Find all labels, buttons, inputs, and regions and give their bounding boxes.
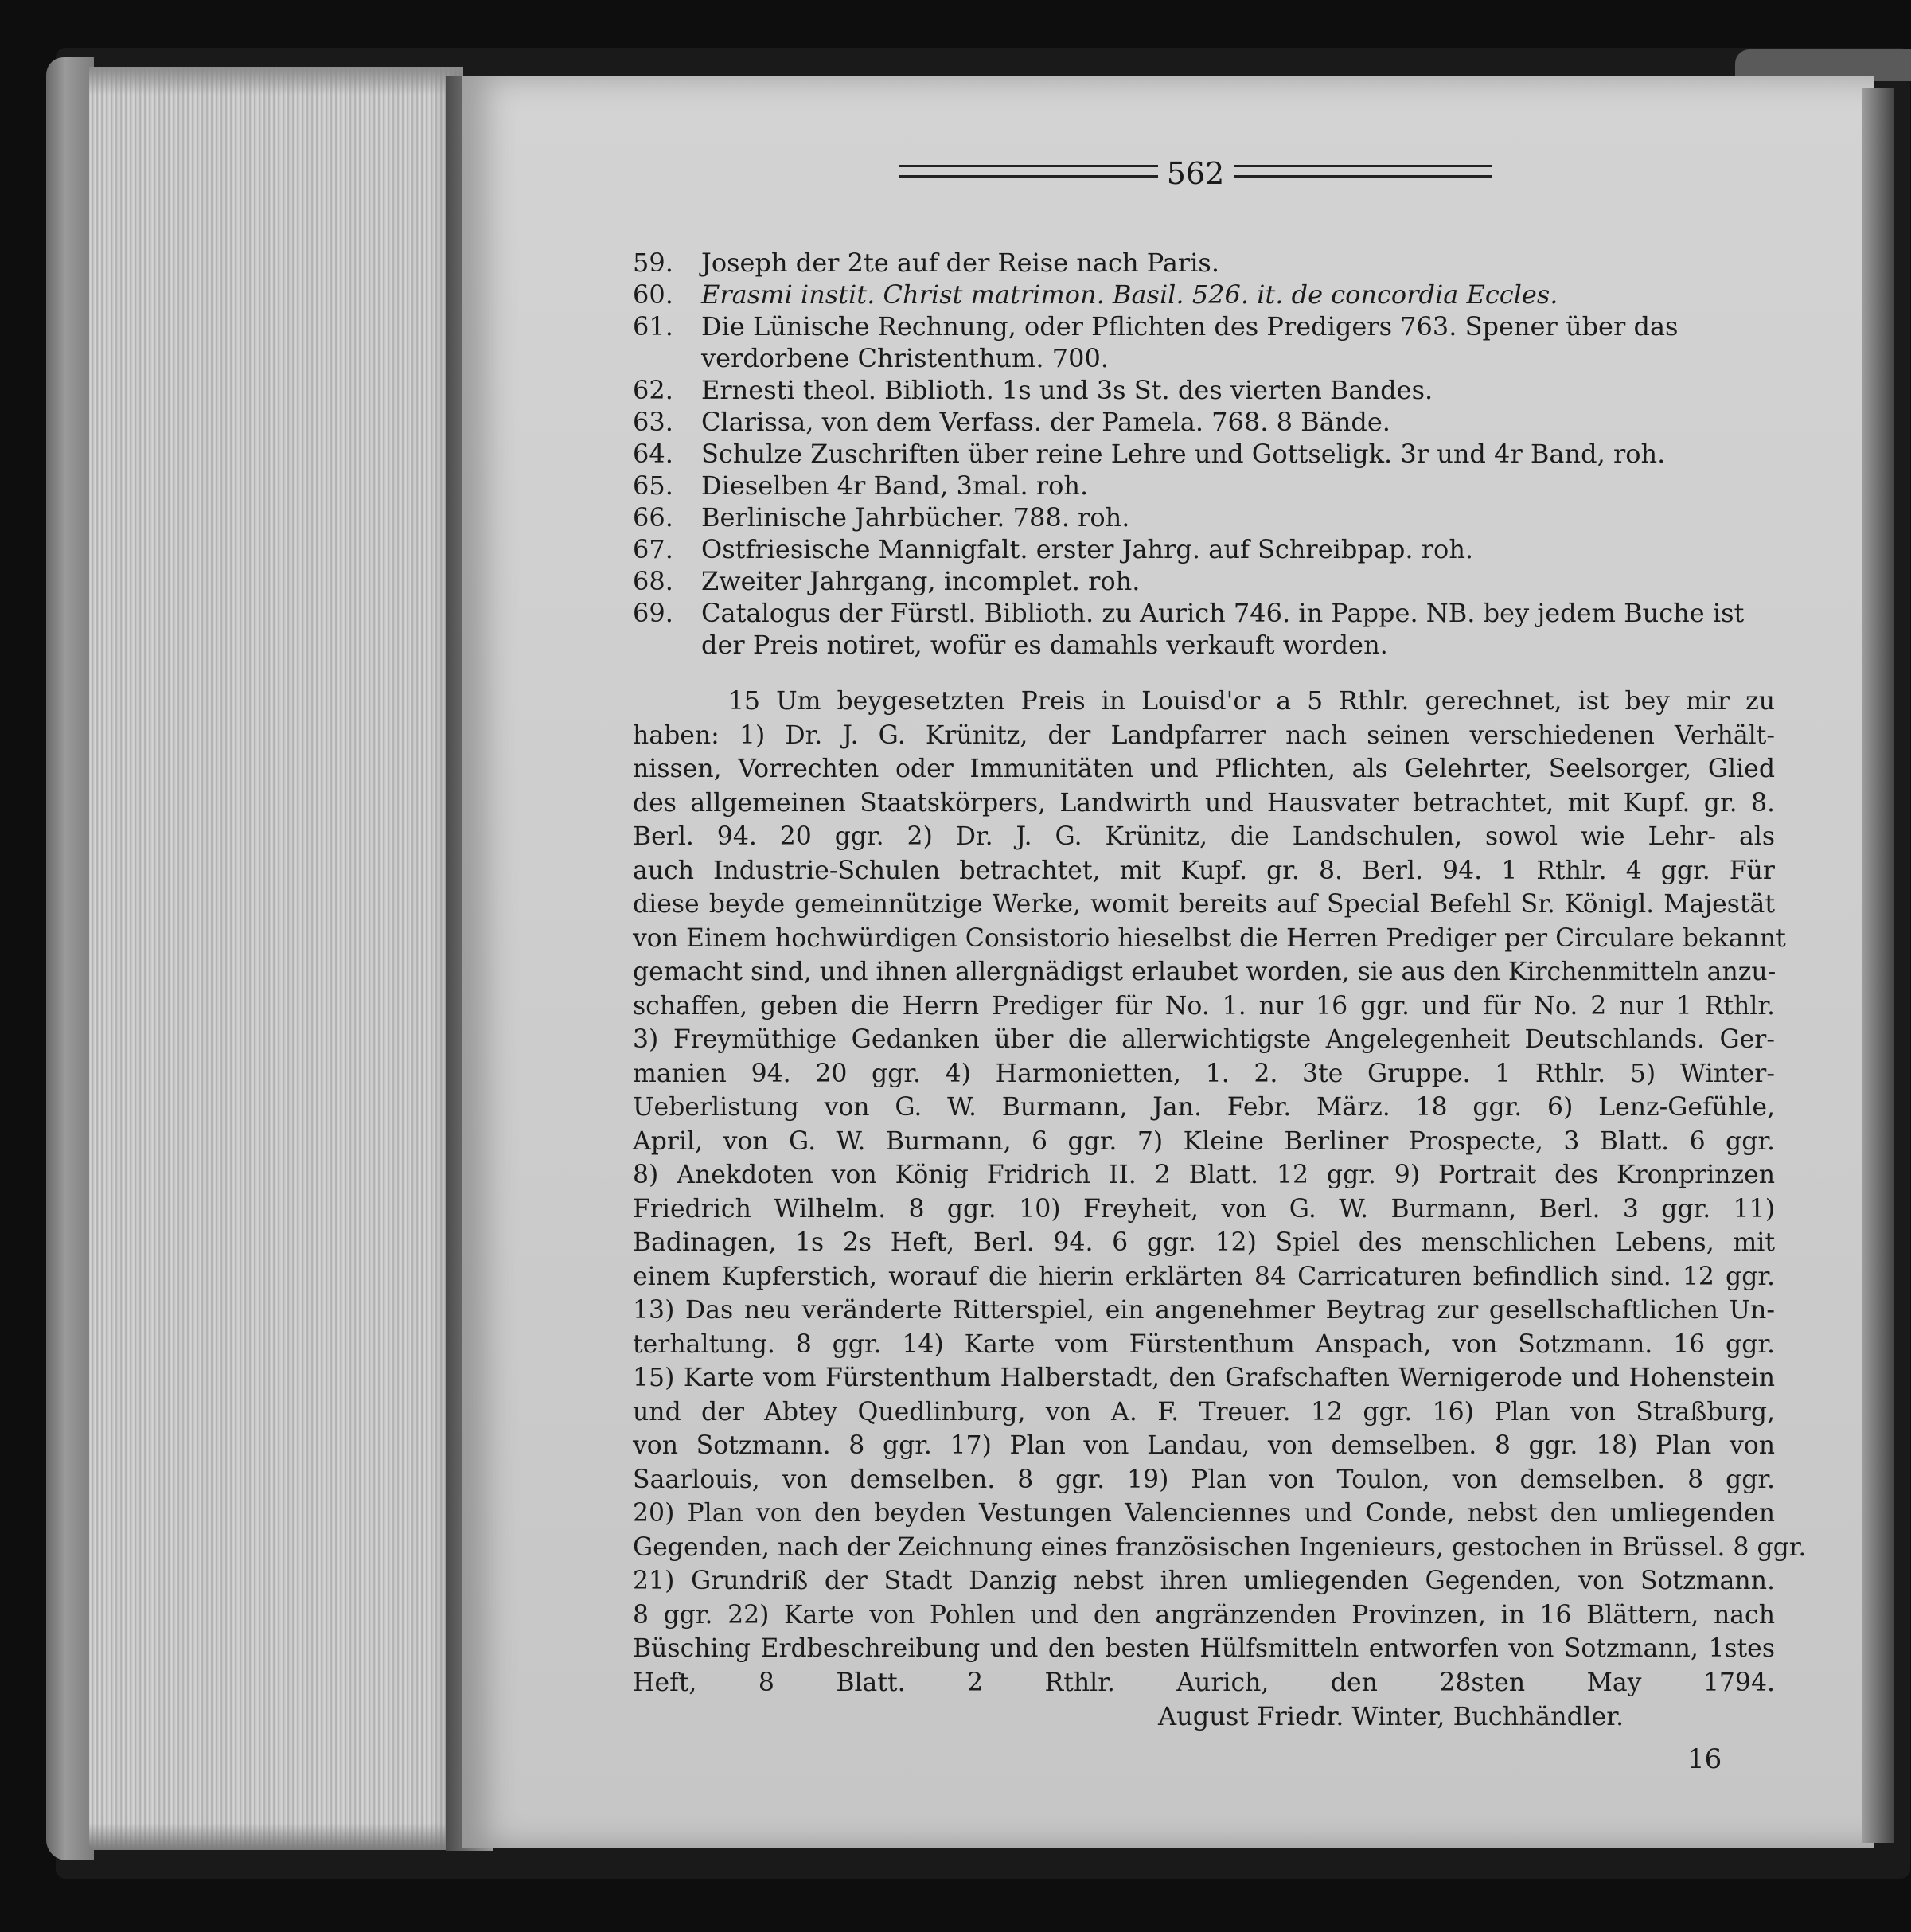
notice-line: Berl. 94. 20 ggr. 2) Dr. J. G. Krünitz, die Landschulen, sowol wie Lehr- als — [633, 822, 1775, 851]
numbered-book-list — [633, 247, 1775, 661]
notice-line: Friedrich Wilhelm. 8 ggr. 10) Freyheit, von G. W. Burmann, Berl. 3 ggr. 11) — [633, 1194, 1775, 1224]
list-item-text: Catalogus der Fürstl. Biblioth. zu Aurich 746. in Pappe. NB. bey jedem Buche ist der Preis notiret, wofür es damahls verkauft worden. — [701, 598, 1745, 660]
notice-line: einem Kupferstich, worauf die hierin erklärten 84 Carricaturen befindlich sind. 12 ggr. — [633, 1262, 1775, 1291]
list-item — [633, 247, 1775, 279]
list-item-number: 69. — [633, 598, 673, 628]
list-item-number: 67. — [633, 534, 673, 564]
book-cover-edge — [46, 57, 94, 1860]
list-item — [633, 406, 1775, 438]
list-item-number: 65. — [633, 470, 673, 501]
notice-line: haben: 1) Dr. J. G. Krünitz, der Landpfarrer nach seinen verschiedenen Verhält- — [633, 720, 1775, 750]
notice-line: Saarlouis, von demselben. 8 ggr. 19) Plan von Toulon, von demselben. 8 ggr. — [633, 1465, 1775, 1494]
list-item — [633, 438, 1775, 470]
notice-line: auch Industrie-Schulen betrachtet, mit Kupf. gr. 8. Berl. 94. 1 Rthlr. 4 ggr. Für — [633, 856, 1775, 885]
signature-line: August Friedr. Winter, Buchhändler. — [1158, 1701, 1624, 1731]
list-item-text: Erasmi instit. Christ matrimon. Basil. 526. it. de concordia Eccles. — [701, 279, 1558, 310]
page-right-edge — [1862, 88, 1894, 1843]
list-item — [633, 502, 1775, 533]
list-item — [633, 565, 1775, 597]
page-edges-bottom-shade — [89, 1823, 463, 1850]
list-item-number: 61. — [633, 311, 673, 342]
list-item-number: 60. — [633, 279, 673, 310]
notice-line: schaffen, geben die Herrn Prediger für No. 1. nur 16 ggr. und für No. 2 nur 1 Rthlr. — [633, 991, 1775, 1021]
list-item-text: Dieselben 4r Band, 3mal. roh. — [701, 470, 1089, 501]
list-item-text: Joseph der 2te auf der Reise nach Paris. — [701, 248, 1220, 278]
header-rule-left — [899, 165, 1158, 178]
notice-line: 8) Anekdoten von König Fridrich II. 2 Blatt. 12 ggr. 9) Portrait des Kronprinzen — [633, 1161, 1775, 1189]
page-edges-top-shade — [89, 67, 463, 96]
notice-line: 8 ggr. 22) Karte von Pohlen und den angränzenden Provinzen, in 16 Blättern, nach — [633, 1600, 1775, 1630]
notice-line: von Einem hochwürdigen Consistorio hieselbst die Herren Prediger per Circulare bekannt — [633, 923, 1786, 953]
notice-line: und der Abtey Quedlinburg, von A. F. Treuer. 12 ggr. 16) Plan von Straßburg, — [633, 1397, 1775, 1427]
notice-line: 3) Freymüthige Gedanken über die allerwichtigste Angelegenheit Deutschlands. Ger- — [633, 1025, 1775, 1054]
notice-paragraph — [633, 685, 1807, 1700]
notice-line: Heft, 8 Blatt. 2 Rthlr. Aurich, den 28sten May 1794. — [633, 1668, 1775, 1697]
list-item-number: 63. — [633, 407, 673, 437]
notice-line: 21) Grundriß der Stadt Danzig nebst ihren umliegenden Gegenden, von Sotzmann. — [633, 1567, 1775, 1595]
list-item-number: 59. — [633, 248, 673, 278]
list-item-text: Ernesti theol. Biblioth. 1s und 3s St. des vierten Bandes. — [701, 375, 1433, 405]
list-item — [633, 533, 1775, 565]
list-item-text: Berlinische Jahrbücher. 788. roh. — [701, 502, 1130, 533]
list-item — [633, 279, 1775, 310]
notice-line: diese beyde gemeinnützige Werke, womit bereits auf Special Befehl Sr. Königl. Majestät — [633, 890, 1775, 919]
notice-line: April, von G. W. Burmann, 6 ggr. 7) Kleine Berliner Prospecte, 3 Blatt. 6 ggr. — [633, 1126, 1775, 1156]
notice-line: Büsching Erdbeschreibung und den besten Hülfsmitteln entworfen von Sotzmann, 1stes — [633, 1634, 1775, 1663]
page-number: 562 — [1166, 156, 1225, 191]
notice-line: gemacht sind, und ihnen allergnädigst erlaubet worden, sie aus den Kirchenmitteln anzu- — [633, 958, 1776, 986]
notice-line: Ueberlistung von G. W. Burmann, Jan. Febr. März. 18 ggr. 6) Lenz-Gefühle, — [633, 1093, 1775, 1122]
notice-line: nissen, Vorrechten oder Immunitäten und Pflichten, als Gelehrter, Seelsorger, Glied — [633, 755, 1775, 783]
catchword: 16 — [1687, 1743, 1722, 1775]
list-item-text: Ostfriesische Mannigfalt. erster Jahrg. auf Schreibpap. roh. — [701, 534, 1474, 564]
list-item — [633, 597, 1775, 661]
list-item-text: Schulze Zuschriften über reine Lehre und Gottseligk. 3r und 4r Band, roh. — [701, 439, 1666, 469]
list-item — [633, 310, 1775, 374]
list-item-text: Die Lünische Rechnung, oder Pflichten des Predigers 763. Spener über das verdorbene Christenthum. 700. — [701, 311, 1679, 373]
page-edges-block — [89, 67, 463, 1850]
notice-line: 20) Plan von den beyden Vestungen Valenciennes und Conde, nebst den umliegenden — [633, 1499, 1775, 1528]
list-item-number: 66. — [633, 502, 673, 533]
header-rule-right — [1234, 165, 1492, 178]
notice-line: 15 Um beygesetzten Preis in Louisd'or a 5 Rthlr. gerechnet, ist bey mir zu — [728, 687, 1775, 716]
notice-line: terhaltung. 8 ggr. 14) Karte vom Fürstenthum Anspach, von Sotzmann. 16 ggr. — [633, 1329, 1775, 1359]
notice-line: 13) Das neu veränderte Ritterspiel, ein angenehmer Beytrag zur gesellschaftlichen Un- — [633, 1296, 1775, 1325]
list-item-number: 62. — [633, 375, 673, 405]
notice-line: von Sotzmann. 8 ggr. 17) Plan von Landau, von demselben. 8 ggr. 18) Plan von — [633, 1431, 1775, 1460]
notice-line: 15) Karte vom Fürstenthum Halberstadt, den Grafschaften Wernigerode und Hohenstein — [633, 1364, 1775, 1392]
list-item — [633, 374, 1775, 406]
list-item — [633, 470, 1775, 502]
notice-line: des allgemeinen Staatskörpers, Landwirth und Hausvater betrachtet, mit Kupf. gr. 8. — [633, 788, 1775, 818]
notice-line: Badinagen, 1s 2s Heft, Berl. 94. 6 ggr. 12) Spiel des menschlichen Lebens, mit — [633, 1228, 1775, 1257]
notice-line: Gegenden, nach der Zeichnung eines französischen Ingenieurs, gestochen in Brüssel. 8 ggr. — [633, 1532, 1807, 1562]
notice-line: manien 94. 20 ggr. 4) Harmonietten, 1. 2. 3te Gruppe. 1 Rthlr. 5) Winter- — [633, 1059, 1775, 1088]
list-item-text: Zweiter Jahrgang, incomplet. roh. — [701, 566, 1141, 596]
list-item-text: Clarissa, von dem Verfass. der Pamela. 768. 8 Bände. — [701, 407, 1390, 437]
list-item-number: 68. — [633, 566, 673, 596]
page-body — [633, 247, 1807, 1733]
list-item-number: 64. — [633, 439, 673, 469]
